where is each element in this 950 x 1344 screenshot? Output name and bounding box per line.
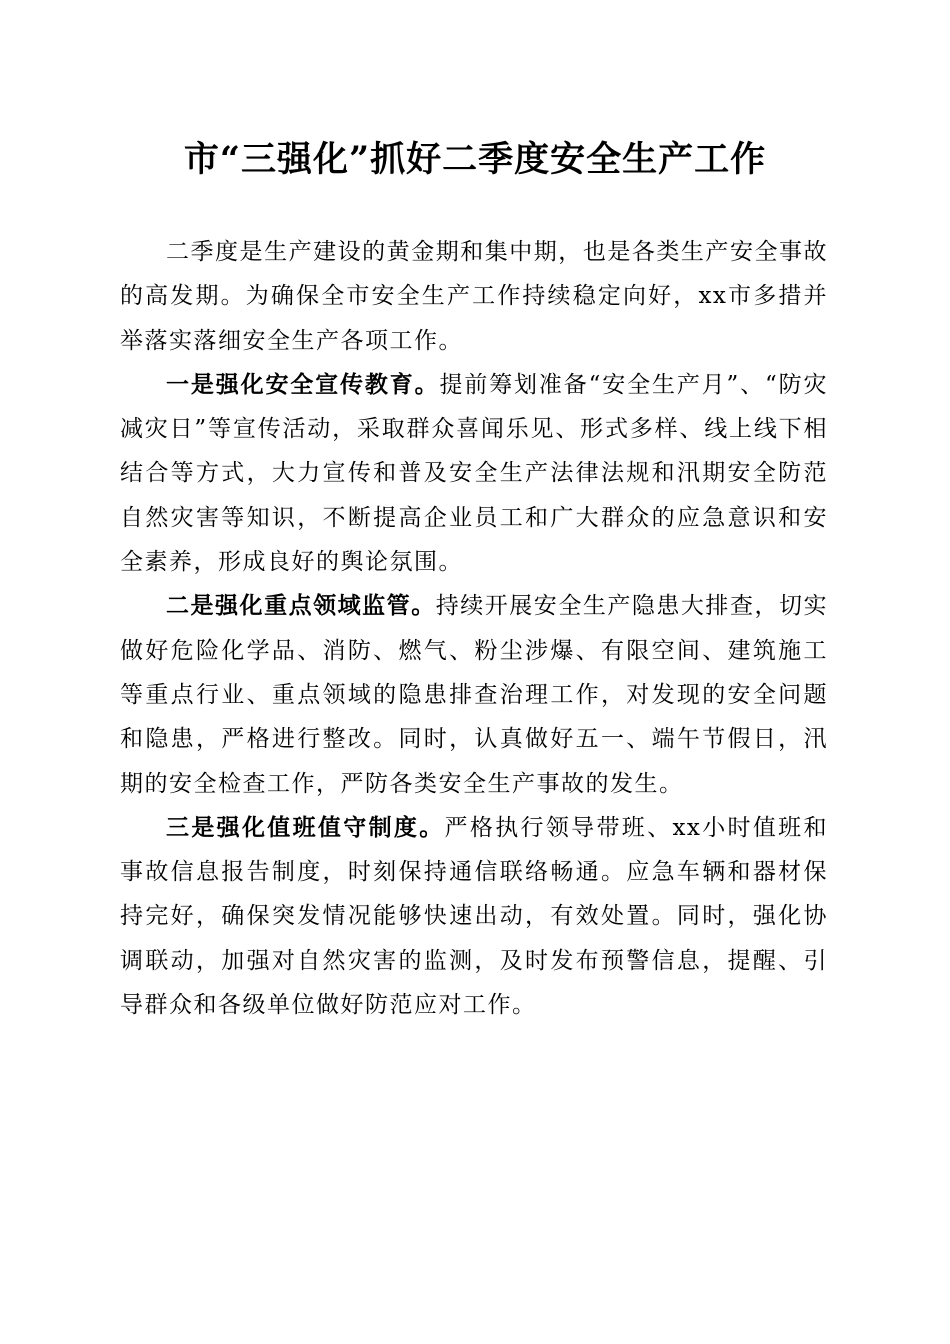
paragraph-text: 二季度是生产建设的黄金期和集中期，也是各类生产安全事故的高发期。为确保全市安全生产工作持续稳定向好，xx市多措并举落实落细安全生产各项工作。 [120,239,828,354]
section-heading: 二是强化重点领域监管。 [166,592,436,620]
paragraph-text: 提前筹划准备“安全生产月”、“防灾减灾日”等宣传活动，采取群众喜闻乐见、形式多样、线上线下相结合等方式，大力宣传和普及安全生产法律法规和汛期安全防范自然灾害等知识，不断提高企业员工和广大群众的应急意识和安全素养，形成良好的舆论氛围。 [120,371,829,576]
document-title: 市“三强化”抓好二季度安全生产工作 [183,139,767,180]
document-body [120,230,828,1027]
paragraph-section-3 [120,806,828,1027]
paragraph-text: 严格执行领导带班、xx小时值班和事故信息报告制度，时刻保持通信联络畅通。应急车辆和器材保持完好，确保突发情况能够快速出动，有效处置。同时，强化协调联动，加强对自然灾害的监测，及时发布预警信息，提醒、引导群众和各级单位做好防范应对工作。 [120,814,828,1019]
paragraph-text: 持续开展安全生产隐患大排查，切实做好危险化学品、消防、燃气、粉尘涉爆、有限空间、建筑施工等重点行业、重点领域的隐患排查治理工作，对发现的安全问题和隐患，严格进行整改。同时，认真做好五一、端午节假日，汛期的安全检查工作，严防各类安全生产事故的发生。 [120,593,829,797]
paragraph-section-2 [120,584,828,805]
paragraph-intro [120,230,828,363]
section-heading: 一是强化安全宣传教育。 [166,370,440,398]
paragraph-section-1 [120,363,828,584]
section-heading: 三是强化值班值守制度。 [166,813,445,841]
